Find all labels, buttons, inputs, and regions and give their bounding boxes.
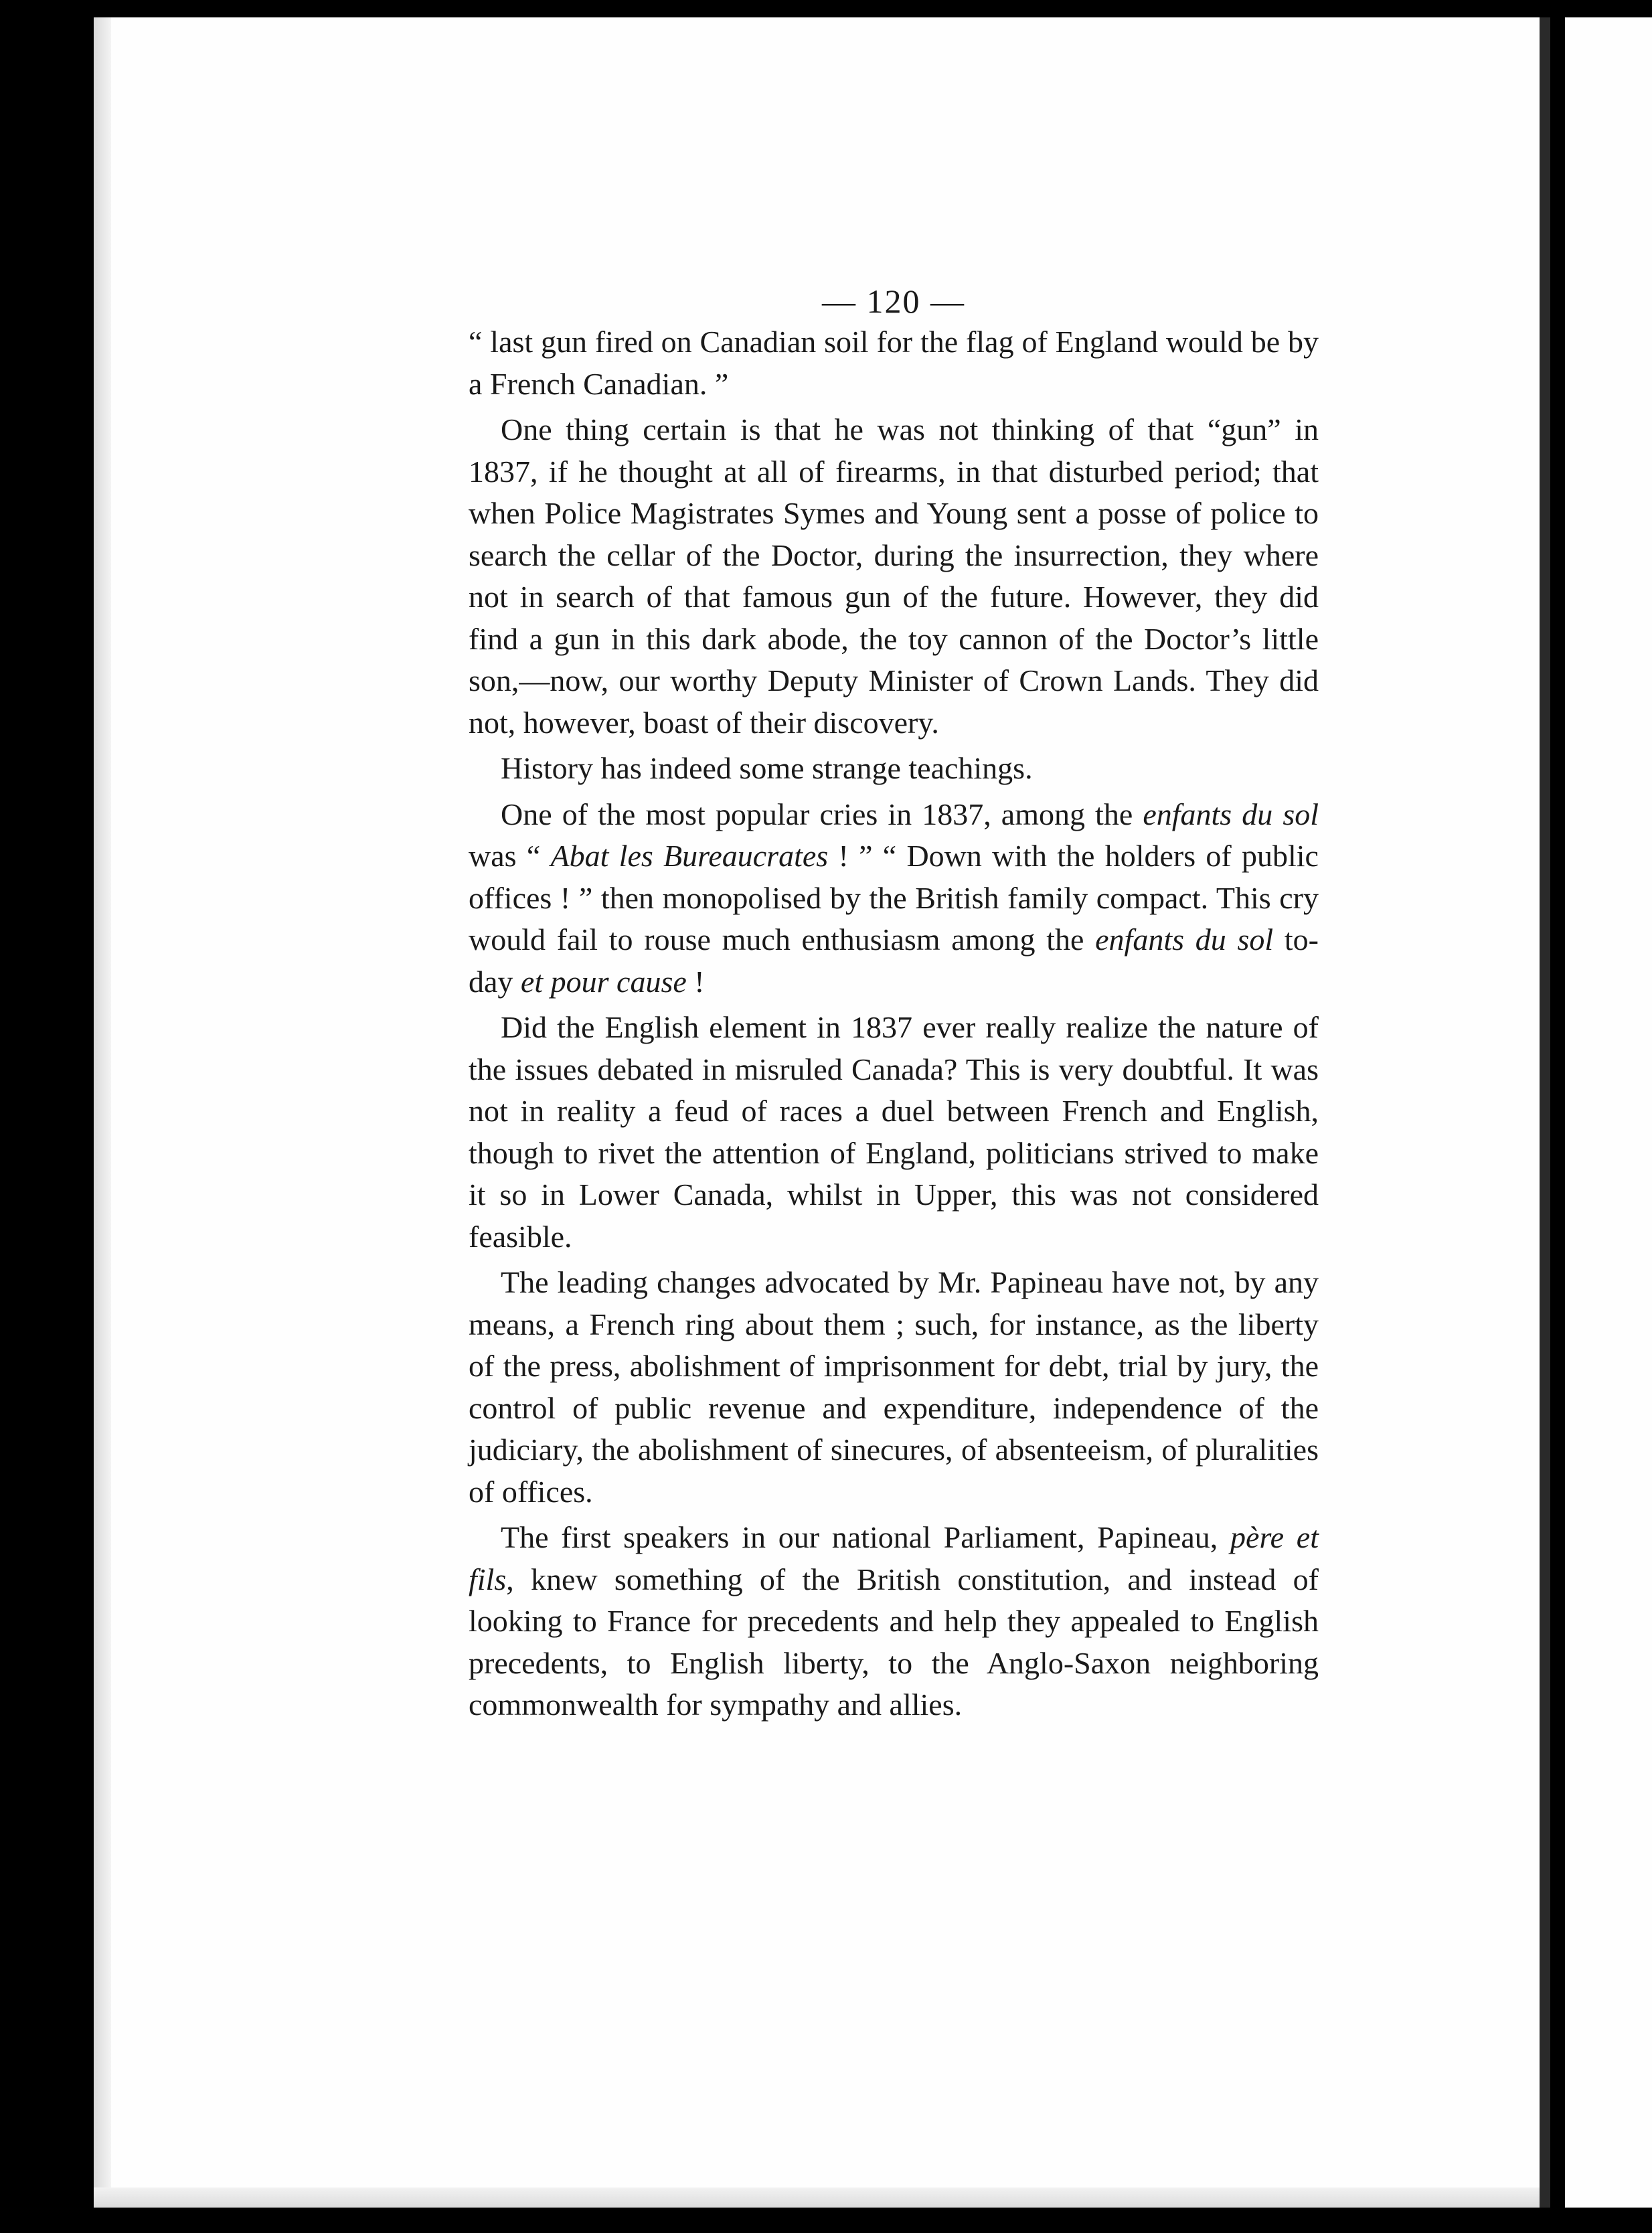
text-run: ! ” “ Down with the holders of public offices ! ” then monopolised by the British family compact. This cry would fail to rouse much enthusiasm among the	[469, 839, 1319, 957]
text-run: One thing certain is that he was not thinking of that “gun” in 1837, if he thought at all of firearms, in that disturbed period; that when Police Magistrates Symes and Young sent a posse of police to search the cellar of the Doctor, during the insurrection, they where not in search of that famous gun of the future. However, they did find a gun in this dark abode, the toy cannon of the Doctor’s little son,—now, our worthy Deputy Minister of Crown Lands. They did not, however, boast of their discovery.	[469, 412, 1319, 740]
text-run: The first speakers in our national Parliament, Papineau,	[501, 1520, 1231, 1554]
text-run: One of the most popular cries in 1837, among the	[501, 797, 1143, 831]
body-paragraph	[469, 1007, 1319, 1258]
text-run: History has indeed some strange teachings.	[501, 751, 1033, 785]
italic-phrase: enfants du sol	[1095, 922, 1274, 957]
text-run: was “	[469, 839, 551, 873]
page-number: — 120 —	[822, 282, 965, 320]
body-paragraph	[469, 794, 1319, 1003]
text-run: Did the English element in 1837 ever really realize the nature of the issues debated in misruled Canada? This is very doubtful. It was not in reality a feud of races a duel between French and English, though to rivet the attention of England, politicians strived to make it so in Lower Canada, whilst in Upper, this was not considered feasible.	[469, 1010, 1319, 1254]
text-run: , knew something of the British constitution, and instead of looking to France for precedents and help they appealed to English precedents, to English liberty, to the Anglo-Saxon neighboring commonwealth for sympathy and allies.	[469, 1562, 1319, 1722]
body-paragraph	[469, 1262, 1319, 1513]
page-gutter	[1540, 17, 1550, 2208]
paragraph-list	[469, 321, 1319, 1726]
italic-phrase: et pour cause	[520, 964, 687, 999]
page-text	[469, 281, 1319, 1730]
text-run: The leading changes advocated by Mr. Papineau have not, by any means, a French ring about them ; such, for instance, as the liberty of the press, abolishment of imprisonment for debt, trial by jury, the control of public revenue and expenditure, independence of the judiciary, the abolishment of sinecures, of absenteeism, of pluralities of offices.	[469, 1265, 1319, 1509]
body-paragraph	[469, 1517, 1319, 1726]
adjacent-page-sliver	[1565, 17, 1652, 2208]
italic-phrase: père et fils	[469, 1520, 1319, 1596]
italic-phrase: enfants du sol	[1143, 797, 1319, 831]
body-paragraph	[469, 321, 1319, 405]
page-bottom-edge	[94, 2187, 1546, 2208]
text-run: to-day	[469, 922, 1319, 999]
italic-phrase: Abat les Bureaucrates	[550, 839, 829, 873]
text-run: !	[686, 964, 705, 999]
text-run: “ last gun fired on Canadian soil for the flag of England would be by a French Canadian. ”	[469, 325, 1319, 401]
body-paragraph	[469, 409, 1319, 744]
body-paragraph	[469, 748, 1319, 790]
page-binding-edge	[94, 17, 111, 2208]
